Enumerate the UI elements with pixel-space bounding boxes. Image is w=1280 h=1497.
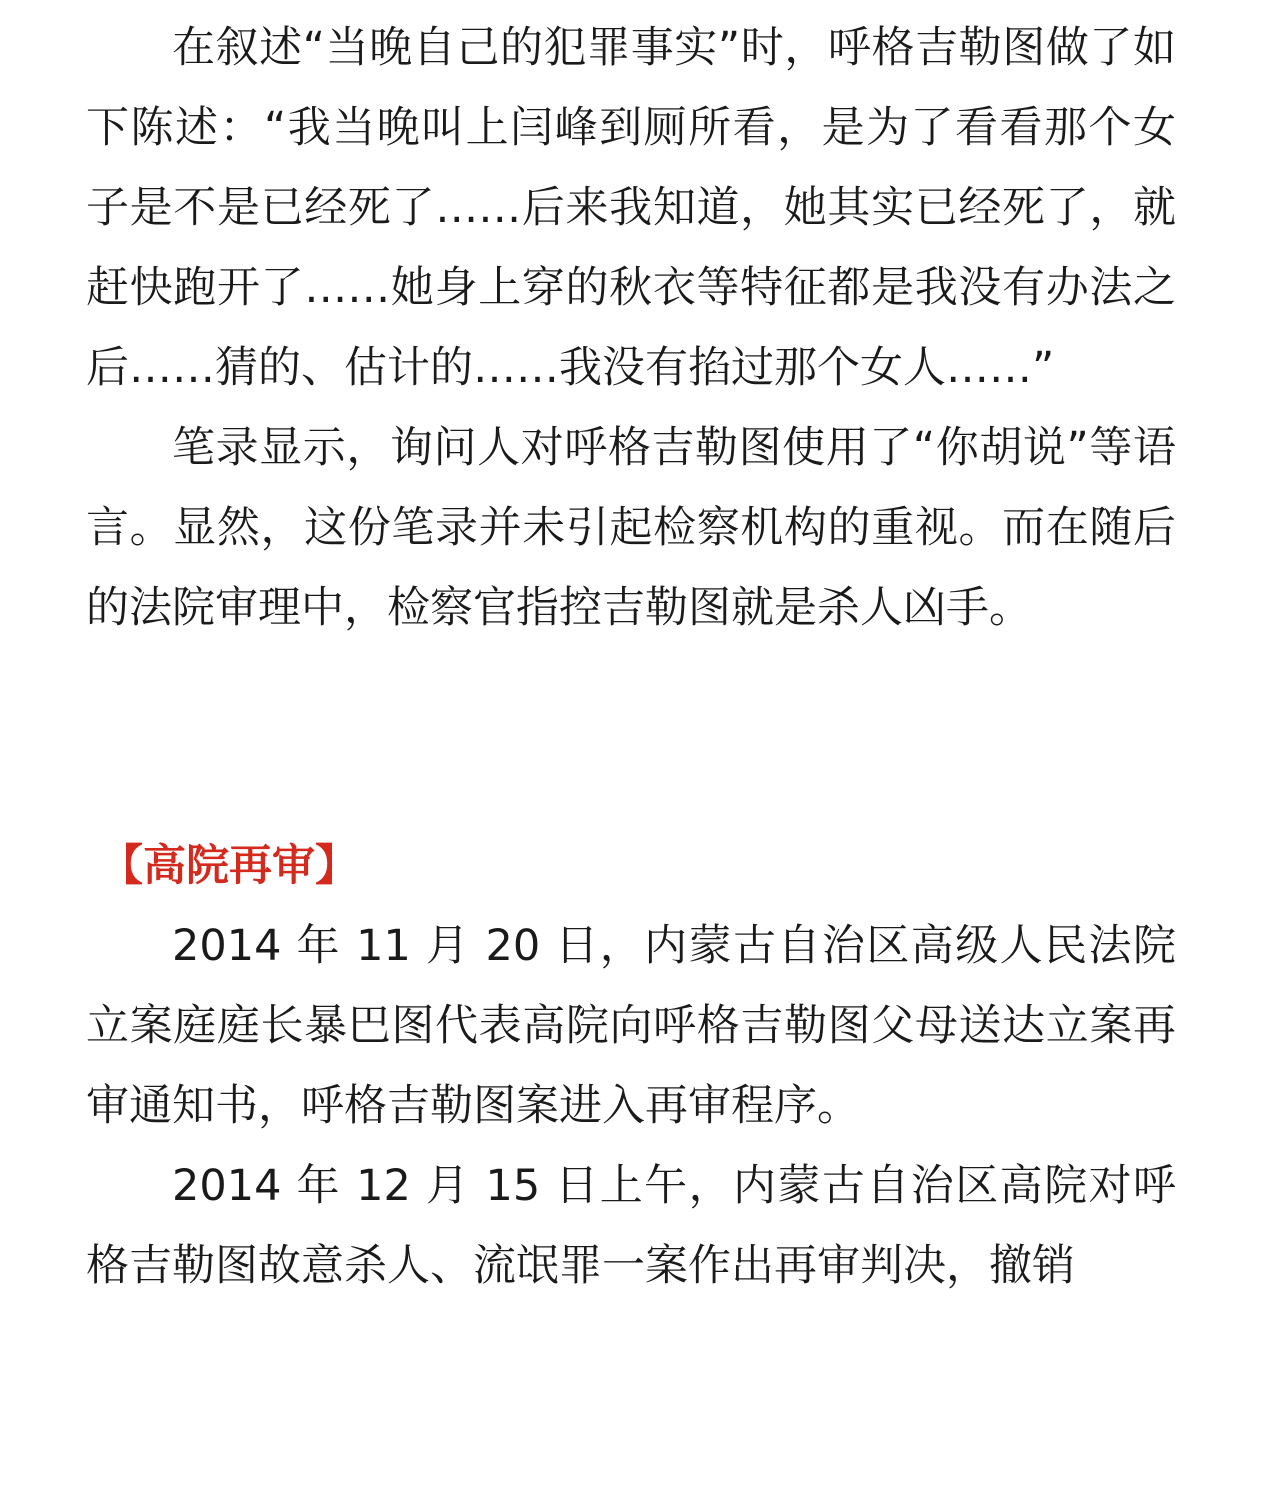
paragraph-transcript: 笔录显示，询问人对呼格吉勒图使用了“你胡说”等语言。显然，这份笔录并未引起检察机构的重视。而在随后的法院审理中，检察官指控吉勒图就是杀人凶手。 xyxy=(86,423,1176,633)
paragraph-retrial-notice: 2014 年 11 月 20 日，内蒙古自治区高级人民法院立案庭庭长暴巴图代表高院向呼格吉勒图父母送达立案再审通知书，呼格吉勒图案进入再审程序。 xyxy=(86,921,1176,1131)
section-heading-retrial: 【高院再审】 xyxy=(100,841,358,891)
section-spacer xyxy=(86,648,1176,826)
paragraph-retrial-judgment: 2014 年 12 月 15 日上午，内蒙古自治区高院对呼格吉勒图故意杀人、流氓罪一案作出再审判决，撤销 xyxy=(86,1161,1176,1291)
paragraph-statement: 在叙述“当晚自己的犯罪事实”时，呼格吉勒图做了如下陈述：“我当晚叫上闫峰到厕所看，是为了看看那个女子是不是已经死了……后来我知道，她其实已经死了，就赶快跑开了……她身上穿的秋衣等特征都是我没有办法之后……猜的、估计的……我没有掐过那个女人……” xyxy=(86,23,1176,393)
article-body xyxy=(86,8,1176,1306)
